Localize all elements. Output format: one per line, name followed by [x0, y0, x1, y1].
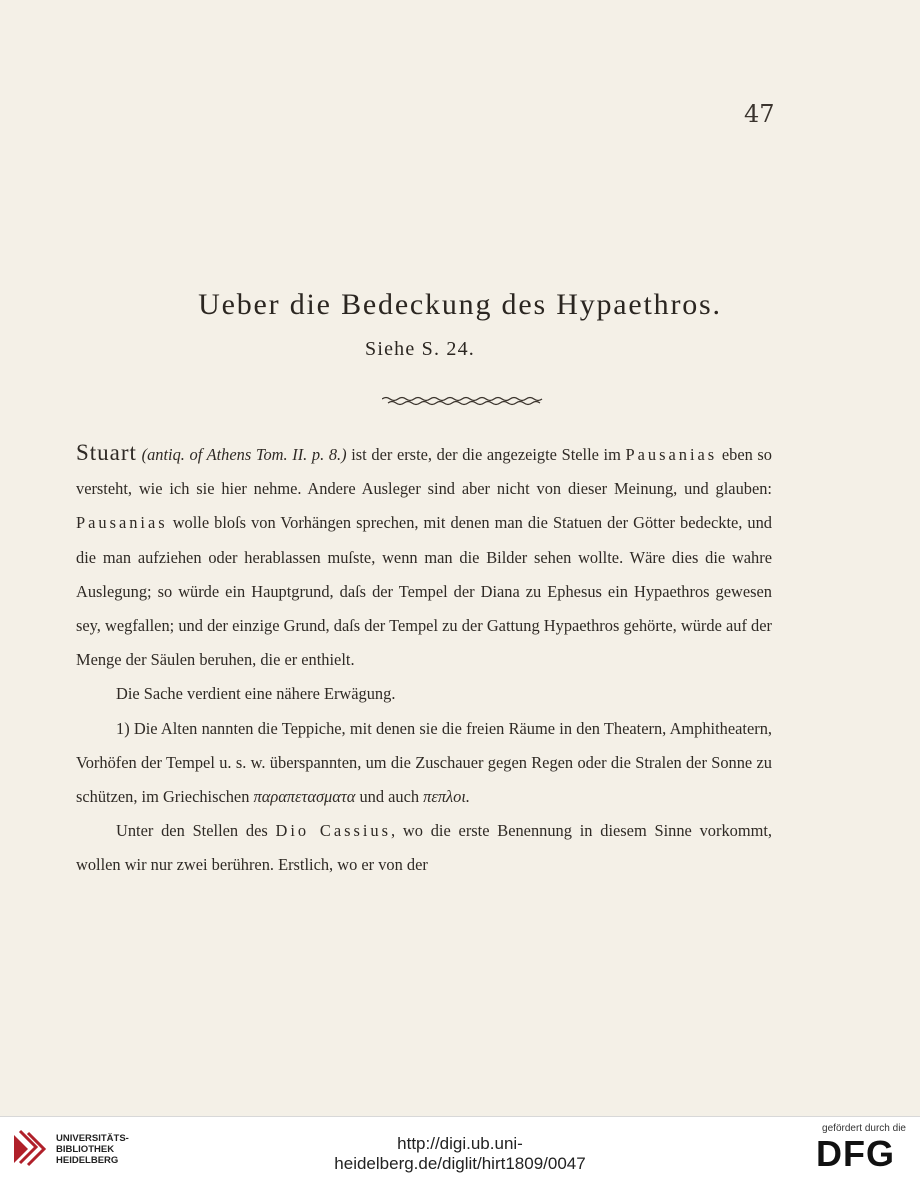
paragraph-4 — [76, 814, 772, 882]
citation: (antiq. of Athens Tom. II. p. 8.) — [141, 445, 347, 464]
body-text — [76, 436, 772, 883]
paragraph-3-text-2: und auch — [359, 787, 420, 807]
paragraph-1-text-2: eben so versteht, wie ich sie hier nehme. Andere Ausleger sind aber nicht von dieser Meinung, und glauben: — [76, 445, 773, 499]
paragraph-4-text-2: , wo die erste Benennung in diesem Sinne vorkommt, wollen wir nur zwei berühren. Erstlich, wo er von der — [76, 821, 772, 875]
document-url-link[interactable]: http://digi.ub.uni-heidelberg.de/diglit/hirt1809/0047 — [334, 1134, 586, 1173]
paragraph-2: Die Sache verdient eine nähere Erwägung. — [116, 684, 396, 704]
paragraph-1-text-3: wolle bloſs von Vorhängen sprechen, mit denen man die Statuen der Götter bedeckte, und die man aufziehen oder herablassen muſste, wenn man die Bilder sehen wollte. Wäre dies die wahre Auslegung; so würde ein Hauptgrund, daſs der Tempel der Diana zu Ephesus ein Hypaethros gewesen sey, wegfallen; und der einzige Grund, daſs der Tempel zu der Gattung Hypaethros gehörte, würde auf der Menge der Säulen beruhen, die er enthielt. — [76, 513, 772, 670]
paragraph-1-text-1: ist der erste, der die angezeigte Stelle im — [351, 445, 621, 464]
heidelberg-library-logo-icon[interactable] — [10, 1127, 50, 1171]
author-name: Stuart — [76, 440, 137, 465]
paragraph-3-text-1: 1) Die Alten nannten die Teppiche, mit denen sie die freien Räume in den Theatern, Amphitheatern, Vorhöfen der Tempel u. s. w. überspannten, um die Zuschauer gegen Regen oder die Stralen der Sonne zu schützen, im Griechischen — [76, 718, 772, 807]
dfg-logo-icon[interactable] — [816, 1123, 916, 1174]
funded-by-caption: gefördert durch die — [822, 1123, 906, 1134]
paragraph-4-text-1: Unter den Stellen des — [116, 821, 268, 841]
ornament-rule-icon — [382, 396, 546, 406]
section-heading: Ueber die Bedeckung des Hypaethros. — [198, 288, 722, 321]
name-pausanias-1: Pausanias — [625, 445, 718, 464]
section-subheading: Siehe S. 24. — [365, 338, 475, 360]
library-name: UNIVERSITÄTS- BIBLIOTHEK HEIDELBERG — [56, 1133, 129, 1166]
page-number: 47 — [744, 100, 775, 128]
name-pausanias-2: Pausanias — [76, 513, 168, 533]
paragraph-1 — [76, 436, 772, 677]
paragraph-3 — [76, 712, 772, 815]
name-dio-cassius: Dio Cassius — [275, 821, 392, 841]
greek-term-2: πεπλοι. — [423, 787, 470, 807]
dfg-logo-text: DFG — [816, 1133, 895, 1174]
greek-term-1: παραπετασματα — [253, 787, 356, 807]
viewer-footer — [0, 1116, 920, 1182]
